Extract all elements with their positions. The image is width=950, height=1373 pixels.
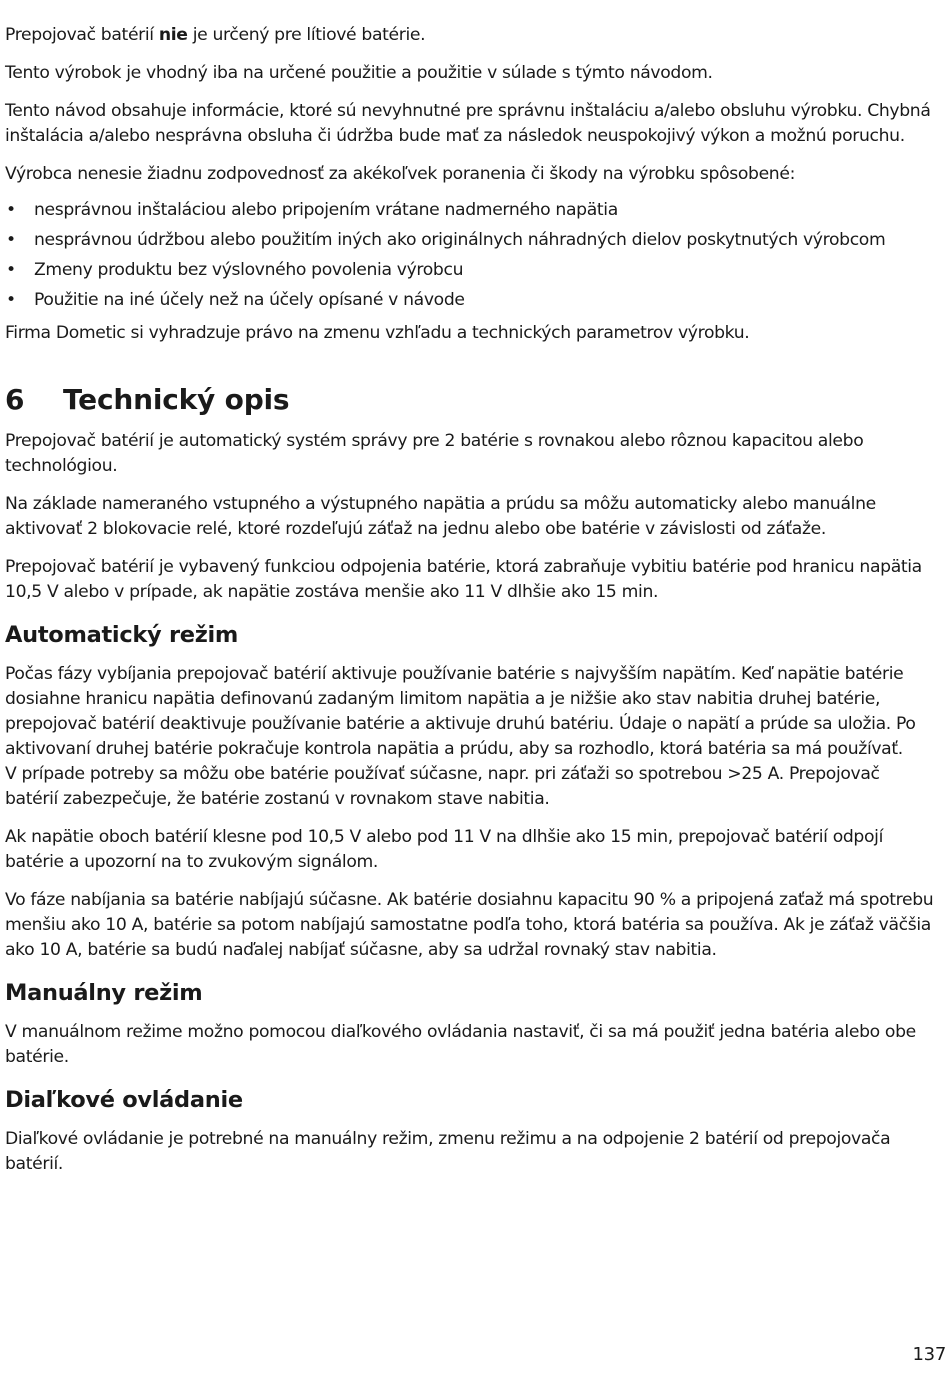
- auto-p1-line: Počas fázy vybíjania prepojovač batérií aktivuje používanie batérie s najvyšším napätím. Keď napätie batérie: [5, 664, 904, 684]
- intro-p1-bold: nie: [158, 25, 188, 45]
- list-item-text: Zmeny produktu bez výslovného povolenia výrobcu: [34, 260, 464, 280]
- intro-p3-line2: inštalácia a/alebo nesprávna obsluha či údržba bude mať za následok neuspokojivý výkon a možnú poruchu.: [5, 126, 905, 146]
- manual-p1-line2: batérie.: [5, 1047, 69, 1067]
- bullet-icon: •: [6, 260, 16, 280]
- auto-paragraph-charging: [5, 888, 945, 963]
- tech-p3-line1: Prepojovač batérií je vybavený funkciou odpojenia batérie, ktorá zabraňuje vybitiu batérie pod hranicu napätia: [5, 557, 922, 577]
- technical-paragraph-relays: [5, 492, 945, 542]
- intro-paragraph-dometic: Firma Dometic si vyhradzuje právo na zmenu vzhľadu a technických parametrov výrobku.: [5, 323, 750, 343]
- auto-paragraph-low-voltage: [5, 825, 945, 875]
- auto-p1-line: prepojovač batérií deaktivuje používanie batérie a aktivuje druhú batériu. Údaje o napätí a prúde sa uložia. Po: [5, 714, 916, 734]
- auto-p1-line: V prípade potreby sa môžu obe batérie používať súčasne, napr. pri záťaži so spotrebou >25 A. Prepojovač: [5, 764, 880, 784]
- auto-p2-line: batérie a upozorní na to zvukovým signálom.: [5, 852, 378, 872]
- remote-paragraph: [5, 1127, 945, 1177]
- technical-paragraph-disconnect: [5, 555, 945, 605]
- intro-p1-suffix: je určený pre lítiové batérie.: [187, 25, 426, 45]
- bullet-icon: •: [6, 290, 16, 310]
- tech-p2-line2: aktivovať 2 blokovacie relé, ktoré rozdeľujú záťaž na jednu alebo obe batérie v závislosti od záťaže.: [5, 519, 826, 539]
- list-item: [5, 258, 945, 283]
- list-item-text: Použitie na iné účely než na účely opísané v návode: [34, 290, 465, 310]
- bullet-icon: •: [6, 200, 16, 220]
- auto-p1-line: aktivovaní druhej batérie pokračuje kontrola napätia a prúdu, aby sa rozhodlo, ktorá batéria sa má používať.: [5, 739, 903, 759]
- auto-p3-line: menšiu ako 10 A, batérie sa potom nabíjajú samostatne podľa toho, ktorá batéria sa používa. Ak je záťaž väčšia: [5, 915, 931, 935]
- manual-p1-line1: V manuálnom režime možno pomocou diaľkového ovládania nastaviť, či sa má použiť jedna batéria alebo obe: [5, 1022, 916, 1042]
- list-item: [5, 228, 945, 253]
- auto-p2-line: Ak napätie oboch batérií klesne pod 10,5 V alebo pod 11 V na dlhšie ako 15 min, prepojovač batérií odpojí: [5, 827, 883, 847]
- document-page: [5, 0, 945, 1177]
- manual-paragraph: [5, 1020, 945, 1070]
- intro-paragraph-liability: Výrobca nenesie žiadnu zodpovednosť za akékoľvek poranenia či škody na výrobku spôsobené:: [5, 164, 796, 184]
- section-number: 6: [5, 383, 25, 416]
- remote-p1-line2: batérií.: [5, 1154, 64, 1174]
- intro-paragraph-lithium: [5, 23, 945, 48]
- technical-paragraph-system: [5, 429, 945, 479]
- tech-p1-line2: technológiou.: [5, 456, 118, 476]
- bullet-icon: •: [6, 230, 16, 250]
- subheading-remote-control: Diaľkové ovládanie: [5, 1087, 243, 1113]
- subheading-manual-mode: Manuálny režim: [5, 980, 203, 1006]
- section-title: Technický opis: [63, 383, 290, 416]
- auto-p1-line: dosiahne hranicu napätia definovanú zadaným limitom napätia a je nižšie ako stav nabitia druhej batérie,: [5, 689, 881, 709]
- list-item: [5, 288, 945, 313]
- intro-p3-line1: Tento návod obsahuje informácie, ktoré sú nevyhnutné pre správnu inštaláciu a/alebo obsluhu výrobku. Chybná: [5, 101, 931, 121]
- list-item: [5, 198, 945, 223]
- subheading-automatic-mode: Automatický režim: [5, 622, 239, 648]
- remote-p1-line1: Diaľkové ovládanie je potrebné na manuálny režim, zmenu režimu a na odpojenie 2 batérií od prepojovača: [5, 1129, 891, 1149]
- tech-p1-line1: Prepojovač batérií je automatický systém správy pre 2 batérie s rovnakou alebo rôznou kapacitou alebo: [5, 431, 864, 451]
- intro-paragraph-usage: Tento výrobok je vhodný iba na určené použitie a použitie v súlade s týmto návodom.: [5, 63, 713, 83]
- section-heading-technical: [5, 382, 945, 418]
- auto-paragraph-discharge: [5, 662, 945, 812]
- intro-paragraph-info: [5, 99, 945, 149]
- auto-p3-line: ako 10 A, batérie sa budú naďalej nabíjať súčasne, aby sa udržal rovnaký stav nabitia.: [5, 940, 717, 960]
- list-item-text: nesprávnou údržbou alebo použitím iných ako originálnych náhradných dielov poskytnutých výrobcom: [34, 230, 886, 250]
- intro-p1-prefix: Prepojovač batérií: [5, 25, 159, 45]
- auto-p3-line: Vo fáze nabíjania sa batérie nabíjajú súčasne. Ak batérie dosiahnu kapacitu 90 % a pripojená zaťaž má spotrebu: [5, 890, 934, 910]
- list-item-text: nesprávnou inštaláciou alebo pripojením vrátane nadmerného napätia: [34, 200, 618, 220]
- tech-p2-line1: Na základe nameraného vstupného a výstupného napätia a prúdu sa môžu automaticky alebo manuálne: [5, 494, 876, 514]
- auto-p1-line: batérií zabezpečuje, že batérie zostanú v rovnakom stave nabitia.: [5, 789, 550, 809]
- tech-p3-line2: 10,5 V alebo v prípade, ak napätie zostáva menšie ako 11 V dlhšie ako 15 min.: [5, 582, 659, 602]
- liability-list: [5, 198, 945, 313]
- page-number: 137: [912, 1344, 946, 1365]
